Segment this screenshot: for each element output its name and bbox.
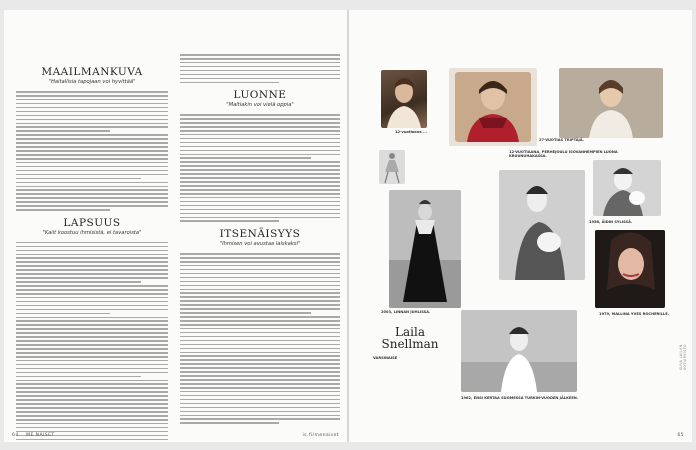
body-text-block: [180, 253, 340, 424]
photo-model-yves-rocher: [595, 230, 665, 308]
photo-ballet-dancer: [379, 150, 405, 184]
section-heading-lapsuus: LAPSUUS: [63, 216, 121, 229]
footer-right-page-number: 65: [677, 433, 684, 438]
left-column-2: [180, 54, 340, 428]
body-text-block: [180, 54, 340, 83]
section-quote-maailmankuva: "Haitallisia tapojaan voi hyvittää": [48, 79, 136, 85]
photo-portrait-12yo: [381, 70, 427, 128]
subject-name: [371, 326, 449, 350]
right-page: [349, 10, 692, 442]
caption-1979: 1979, MALLINA YVES ROCHERILLE.: [599, 312, 670, 316]
section-quote-lapsuus: "Kaiit koostuu ihmisistä, ei tavaroista": [42, 229, 142, 236]
caption-27yo: 27-VUOTIAS TRIPTÄJÄ.: [539, 138, 585, 142]
left-page: [4, 10, 347, 442]
subject-last-name: Snellman: [381, 337, 439, 351]
body-text-block: [180, 114, 340, 222]
photo-credit-vertical: KUVA LAILAN KOTIARKISTO: [679, 344, 687, 370]
section-quote-itsenaisyys: "Ihmisen voi avustaa laiskaksi": [219, 241, 301, 248]
section-heading-luonne: LUONNE: [233, 89, 287, 102]
section-heading-itsenaisyys: ITSENÄISYYS: [219, 228, 301, 241]
caption-varsinaise: VARSINAISE: [373, 356, 398, 360]
photo-young-girl: [559, 68, 663, 138]
photo-mother-baby: [499, 170, 585, 280]
section-quote-luonne: "Maltiakin voi vielä oppia": [226, 102, 294, 109]
caption-family-christmas: 12-VUOTIAANA, PERHEJOULU ISOVANHEMPIEN LUONA KRUUNUHAKASSA.: [509, 150, 618, 159]
page-number: 64: [12, 433, 19, 438]
caption-1962: 1962, ENSI KERTAA SUOMESSA TURKIN-VUODEN JÄLKEEN.: [461, 396, 579, 400]
body-text-block: [16, 242, 168, 440]
subject-first-name: Laila: [395, 325, 425, 339]
caption-12yo: 12-vuotiaana ...: [395, 130, 427, 134]
photo-family-christmas: [449, 68, 537, 146]
footer-url: is.fi/menaiset: [302, 433, 339, 438]
magazine-brand: ME NAISET: [26, 433, 55, 438]
section-heading-maailmankuva: MAAILMANKUVA: [41, 66, 143, 78]
body-text-block: [16, 91, 168, 211]
caption-2003: 2003, LINNAN JUHLISSA.: [381, 310, 431, 314]
footer-left: [12, 433, 55, 438]
caption-1956: 1956, ÄIDIN SYLISSÄ.: [589, 220, 633, 224]
left-column-1: [16, 60, 168, 442]
photo-1962-finland: [461, 310, 577, 392]
photo-1956-with-mother: [593, 160, 661, 216]
photo-gala-dress: [389, 190, 461, 308]
